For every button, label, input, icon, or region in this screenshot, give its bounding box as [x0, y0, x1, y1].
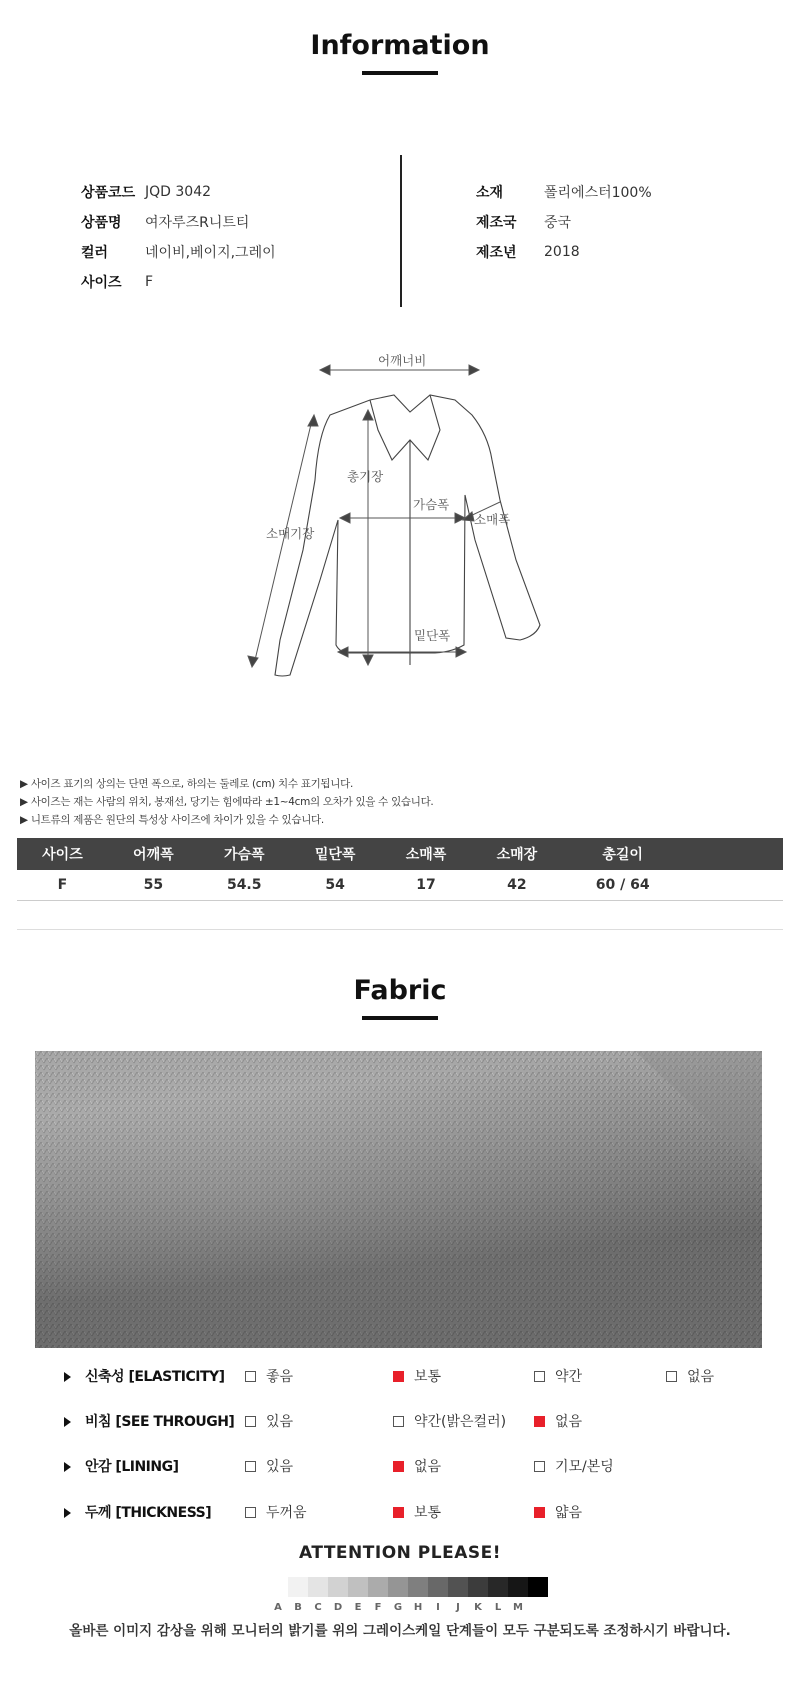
grayscale-label: M: [513, 1602, 523, 1613]
info-row: [81, 177, 276, 207]
table-header: 총길이: [562, 838, 683, 870]
label-sleeve-width: 소매폭: [474, 512, 511, 527]
grayscale-label: K: [474, 1602, 482, 1613]
grayscale-swatch: [468, 1577, 488, 1597]
checkbox-icon[interactable]: [393, 1507, 404, 1518]
grayscale-swatch: [448, 1577, 468, 1597]
option-text: 있음: [266, 1459, 294, 1475]
table-cell: 55: [108, 870, 199, 900]
table-row: [17, 870, 783, 900]
info-right-column: [476, 177, 652, 267]
grayscale-swatch: [428, 1577, 448, 1597]
info-value: 2018: [544, 244, 580, 260]
grayscale-label: A: [274, 1602, 282, 1613]
fabric-title: Fabric: [353, 975, 447, 1006]
label-hem: 밑단폭: [414, 628, 451, 643]
checkbox-icon[interactable]: [534, 1461, 545, 1472]
table-header-row: [17, 838, 783, 870]
attention-title: ATTENTION PLEASE!: [299, 1543, 501, 1563]
grayscale-label: D: [333, 1602, 343, 1613]
checkbox-icon[interactable]: [393, 1416, 404, 1427]
info-row: [476, 237, 652, 267]
option-none[interactable]: [393, 1456, 441, 1476]
fabric-label: [64, 1366, 225, 1386]
info-value: 여자루즈R니트티: [145, 215, 250, 231]
grayscale-label: F: [374, 1602, 382, 1613]
note-line: ▶ 니트류의 제품은 원단의 특성상 사이즈에 차이가 있을 수 있습니다.: [20, 814, 324, 826]
label-sleeve-length: 소매기장: [266, 526, 315, 541]
fabric-label-text: 두께 [THICKNESS]: [85, 1505, 212, 1521]
title-underline: [362, 71, 438, 75]
option-text: 없음: [555, 1414, 583, 1430]
information-title: Information: [310, 30, 490, 61]
info-value: 네이비,베이지,그레이: [145, 245, 276, 261]
option-text: 보통: [414, 1505, 442, 1521]
table-cell: F: [17, 870, 108, 900]
knit-texture: [35, 1051, 762, 1348]
info-value: JQD 3042: [145, 184, 212, 200]
option-text: 보통: [414, 1369, 442, 1385]
triangle-bullet-icon: [64, 1372, 71, 1382]
triangle-bullet-icon: [64, 1462, 71, 1472]
info-value: F: [145, 274, 154, 290]
grayscale-swatch: [348, 1577, 368, 1597]
grayscale-labels: [268, 1602, 528, 1613]
table-cell: 42: [471, 870, 562, 900]
checkbox-icon[interactable]: [534, 1371, 545, 1382]
option-text: 약간(밝은컬러): [414, 1414, 507, 1430]
option-none[interactable]: [666, 1366, 714, 1386]
option-slight[interactable]: [534, 1366, 582, 1386]
option-good[interactable]: [245, 1366, 293, 1386]
checkbox-icon[interactable]: [245, 1416, 256, 1427]
note-line: ▶ 사이즈 표기의 상의는 단면 폭으로, 하의는 둘레로 (cm) 치수 표기됩니다.: [20, 778, 353, 790]
label-shoulder: 어깨너비: [378, 353, 427, 368]
table-header: 사이즈: [17, 838, 108, 870]
checkbox-icon[interactable]: [393, 1371, 404, 1382]
info-key: 컬러: [81, 245, 109, 261]
fabric-label-text: 안감 [LINING]: [85, 1459, 179, 1475]
fabric-label: [64, 1411, 234, 1431]
fabric-label: [64, 1456, 178, 1476]
option-normal[interactable]: [393, 1502, 441, 1522]
option-text: 약간: [555, 1369, 583, 1385]
info-row: [81, 207, 276, 237]
fabric-label: [64, 1502, 211, 1522]
table-cell: 60 / 64: [562, 870, 683, 900]
grayscale-swatch: [528, 1577, 548, 1597]
option-text: 기모/본딩: [555, 1459, 614, 1475]
info-key: 사이즈: [81, 275, 122, 291]
info-key: 제조년: [476, 245, 517, 261]
option-text: 있음: [266, 1414, 294, 1430]
checkbox-icon[interactable]: [534, 1416, 545, 1427]
table-header: 어깨폭: [108, 838, 199, 870]
grayscale-label: E: [354, 1602, 362, 1613]
grayscale-swatch: [508, 1577, 528, 1597]
option-none[interactable]: [534, 1411, 582, 1431]
grayscale-label: C: [314, 1602, 322, 1613]
info-key: 상품명: [81, 215, 122, 231]
info-value: 중국: [544, 215, 572, 231]
size-diagram: [0, 340, 800, 690]
grayscale-label: B: [294, 1602, 302, 1613]
info-key: 제조국: [476, 215, 517, 231]
table-cell: 17: [381, 870, 472, 900]
fabric-label-text: 비침 [SEE THROUGH]: [85, 1414, 235, 1430]
checkbox-icon[interactable]: [245, 1461, 256, 1472]
option-yes[interactable]: [245, 1456, 293, 1476]
fabric-label-text: 신축성 [ELASTICITY]: [85, 1369, 225, 1385]
option-slight-light[interactable]: [393, 1411, 506, 1431]
grayscale-label: J: [456, 1602, 460, 1613]
grayscale-swatch: [328, 1577, 348, 1597]
option-text: 얇음: [555, 1505, 583, 1521]
option-thin[interactable]: [534, 1502, 582, 1522]
fabric-photo: [35, 1051, 762, 1348]
grayscale-swatch: [308, 1577, 328, 1597]
table-cell-empty: [683, 870, 783, 900]
checkbox-icon[interactable]: [245, 1371, 256, 1382]
info-row: [81, 237, 276, 267]
grayscale-label: I: [436, 1602, 440, 1613]
info-value: 폴리에스터100%: [544, 185, 652, 201]
info-left-column: [81, 177, 276, 297]
option-normal[interactable]: [393, 1366, 441, 1386]
option-text: 없음: [687, 1369, 715, 1385]
option-text: 두꺼움: [266, 1505, 307, 1521]
table-header-empty: [683, 838, 783, 870]
checkbox-icon[interactable]: [245, 1507, 256, 1518]
table-header: 소매폭: [381, 838, 472, 870]
grayscale-bar: [288, 1577, 548, 1597]
triangle-bullet-icon: [64, 1417, 71, 1427]
table-header: 밑단폭: [290, 838, 381, 870]
attention-message: 올바른 이미지 감상을 위해 모니터의 밝기를 위의 그레이스케일 단계들이 모두 구분되도록 조정하시기 바랍니다.: [69, 1623, 731, 1639]
info-key: 상품코드: [81, 185, 136, 201]
size-table: [17, 838, 783, 901]
info-row: [476, 207, 652, 237]
triangle-bullet-icon: [64, 1508, 71, 1518]
checkbox-icon[interactable]: [666, 1371, 677, 1382]
grayscale-swatch: [288, 1577, 308, 1597]
option-brushed[interactable]: [534, 1456, 614, 1476]
info-divider: [400, 155, 402, 307]
note-line: ▶ 사이즈는 재는 사람의 위치, 봉재선, 당기는 힘에따라 ±1~4cm의 오차가 있을 수 있습니다.: [20, 796, 434, 808]
checkbox-icon[interactable]: [393, 1461, 404, 1472]
table-header: 가슴폭: [199, 838, 290, 870]
grayscale-swatch: [368, 1577, 388, 1597]
grayscale-swatch: [408, 1577, 428, 1597]
checkbox-icon[interactable]: [534, 1507, 545, 1518]
title-underline: [362, 1016, 438, 1020]
info-key: 소재: [476, 185, 504, 201]
grayscale-swatch: [388, 1577, 408, 1597]
option-text: 없음: [414, 1459, 442, 1475]
option-thick[interactable]: [245, 1502, 307, 1522]
info-row: [81, 267, 276, 297]
grayscale-label: H: [413, 1602, 423, 1613]
label-length: 총기장: [347, 469, 384, 484]
table-divider: [17, 929, 783, 930]
option-yes[interactable]: [245, 1411, 293, 1431]
table-cell: 54: [290, 870, 381, 900]
label-chest: 가슴폭: [413, 497, 450, 512]
grayscale-label: G: [393, 1602, 403, 1613]
info-row: [476, 177, 652, 207]
grayscale-swatch: [488, 1577, 508, 1597]
grayscale-label: L: [494, 1602, 502, 1613]
table-header: 소매장: [471, 838, 562, 870]
option-text: 좋음: [266, 1369, 294, 1385]
table-cell: 54.5: [199, 870, 290, 900]
size-notes: [20, 775, 433, 829]
